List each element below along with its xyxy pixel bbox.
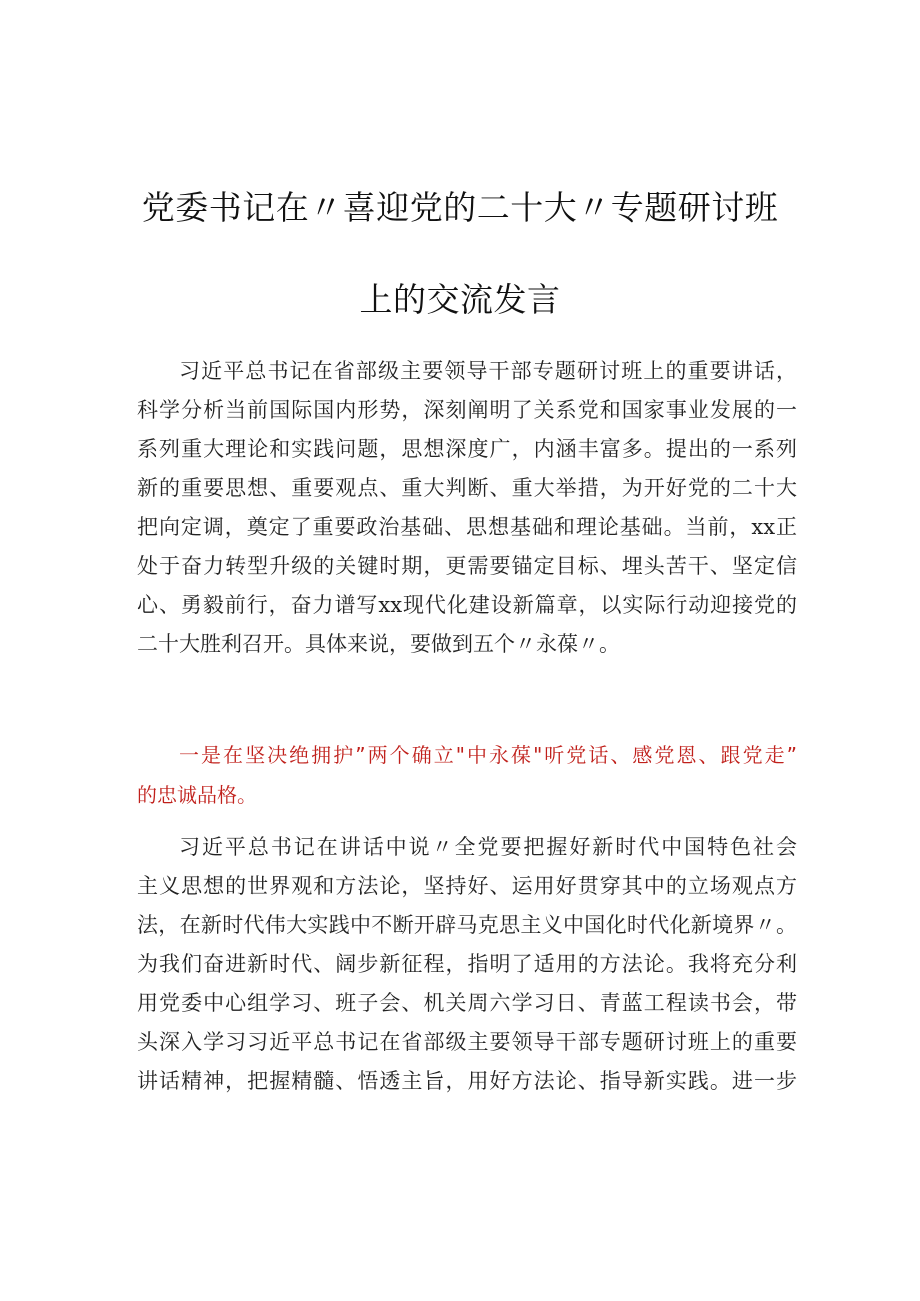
document-title-line-1: 党委书记在〃喜迎党的二十大〃专题研讨班 xyxy=(141,188,779,227)
heading-line: 一是在坚决绝拥护”两个确立"中永葆"听党话、感党恩、跟党走” xyxy=(179,743,797,767)
paragraph-line: 习近平总书记在讲话中说〃全党要把握好新时代中国特色社会 xyxy=(179,835,797,859)
paragraph-intro xyxy=(137,352,797,664)
paragraph-line: 处于奋力转型升级的关键时期，更需要锚定目标、埋头苦干、坚定信 xyxy=(137,554,797,578)
paragraph-line: 法，在新时代伟大实践中不断开辟马克思主义中国化时代化新境界〃。 xyxy=(137,913,797,937)
section-heading-1 xyxy=(137,735,797,815)
paragraph-line: 主义思想的世界观和方法论，坚持好、运用好贯穿其中的立场观点方 xyxy=(137,874,797,898)
paragraph-line: 头深入学习习近平总书记在省部级主要领导干部专题研讨班上的重要 xyxy=(137,1030,797,1054)
document-title-line-2: 上的交流发言 xyxy=(359,280,561,319)
paragraph-line: 把向定调，奠定了重要政治基础、思想基础和理论基础。当前，xx正 xyxy=(137,515,797,539)
paragraph-line: 讲话精神，把握精髓、悟透主旨，用好方法论、指导新实践。进一步 xyxy=(137,1069,797,1093)
paragraph-line: 心、勇毅前行，奋力谱写xx现代化建设新篇章，以实际行动迎接党的 xyxy=(137,593,797,617)
paragraph-section-1 xyxy=(137,828,797,1101)
paragraph-line: 用党委中心组学习、班子会、机关周六学习日、青蓝工程读书会，带 xyxy=(137,991,797,1015)
paragraph-line: 科学分析当前国际国内形势，深刻阐明了关系党和国家事业发展的一 xyxy=(137,398,797,422)
paragraph-line: 习近平总书记在省部级主要领导干部专题研讨班上的重要讲话， xyxy=(179,359,797,383)
paragraph-line: 二十大胜利召开。具体来说，要做到五个〃永葆〃。 xyxy=(137,632,620,656)
paragraph-line: 为我们奋进新时代、阔步新征程，指明了适用的方法论。我将充分利 xyxy=(137,952,797,976)
heading-line: 的忠诚品格。 xyxy=(137,783,257,807)
paragraph-line: 新的重要思想、重要观点、重大判断、重大举措，为开好党的二十大 xyxy=(137,476,797,500)
paragraph-line: 系列重大理论和实践问题，思想深度广，内涵丰富多。提出的一系列 xyxy=(137,437,797,461)
